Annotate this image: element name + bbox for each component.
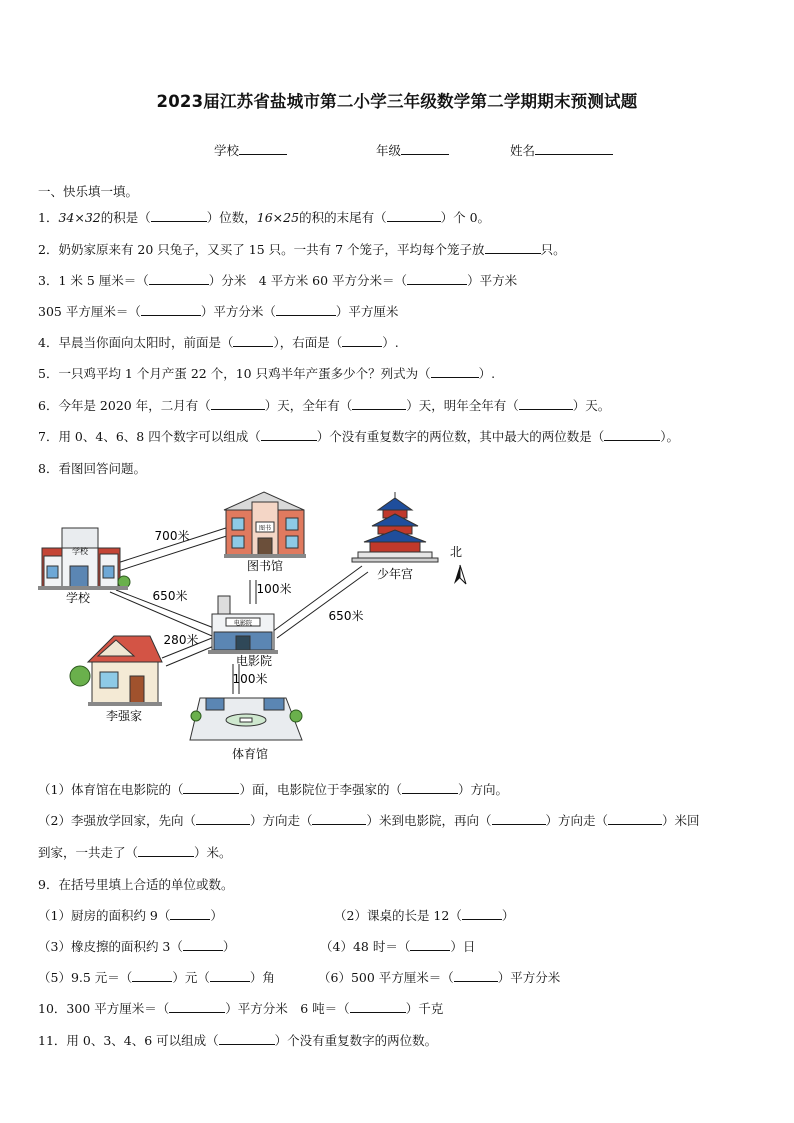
road-library-cinema — [250, 580, 256, 604]
question-8-2 — [38, 811, 700, 829]
q3b-text-2: ）平方分米（ — [200, 304, 276, 319]
q8-1-text-2: ）面，电影院位于李强家的（ — [239, 782, 402, 797]
question-8-2-cont — [38, 843, 232, 861]
q9-5-text-1: （5）9.5 元＝（ — [38, 970, 133, 985]
q10-text-1: 10．300 平方厘米＝（ — [38, 1001, 170, 1016]
map-figure — [36, 484, 476, 768]
q3b-text-1: 305 平方厘米＝（ — [38, 304, 141, 319]
grade-blank[interactable] — [401, 141, 449, 155]
q6-text-4: ）天。 — [572, 398, 611, 413]
q10-text-3: ）千克 — [405, 1001, 444, 1016]
question-8-1 — [38, 780, 508, 798]
q9-6-text-2: ）平方分米 — [497, 970, 561, 985]
distance-home-cinema: 280米 — [163, 633, 199, 647]
q6-blank-3[interactable] — [519, 396, 573, 410]
q6-text-3: ）天，明年全年有（ — [406, 398, 519, 413]
question-9-2 — [334, 906, 514, 924]
q10-text-2: ）平方分米 6 吨＝（ — [225, 1001, 350, 1016]
question-9-5 — [38, 968, 275, 986]
q9-6-blank[interactable] — [454, 968, 498, 982]
q3b-blank-2[interactable] — [276, 302, 336, 316]
q11-text-2: ）个没有重复数字的两位数。 — [274, 1033, 438, 1048]
youth-palace-building — [352, 492, 438, 562]
q8-1-blank-2[interactable] — [402, 780, 458, 794]
grade-field — [376, 141, 449, 159]
name-blank[interactable] — [535, 141, 613, 155]
q8-2-text-4: ）方向走（ — [545, 813, 609, 828]
q9-4-text-2: ）日 — [450, 939, 476, 954]
q11-blank[interactable] — [219, 1031, 275, 1045]
q8-2-text-3: ）米到电影院，再向（ — [366, 813, 492, 828]
question-4 — [38, 333, 399, 351]
q9-5-blank-2[interactable] — [210, 968, 250, 982]
school-sign: 学校 — [72, 547, 88, 556]
page-title: 2023届江苏省盐城市第二小学三年级数学第二学期期末预测试题 — [156, 92, 638, 111]
question-2 — [38, 240, 566, 258]
q7-text-2: ）个没有重复数字的两位数，其中最大的两位数是（ — [316, 429, 605, 444]
road-youth-cinema — [272, 566, 368, 638]
name-field — [510, 141, 613, 159]
q2-blank[interactable] — [485, 240, 541, 254]
q9-3-text-1: （3）橡皮擦的面积约 3（ — [38, 939, 183, 954]
q2-text-2: 只。 — [540, 242, 566, 257]
question-3-cont — [38, 302, 398, 320]
q8-2b-text-1: 到家，一共走了（ — [38, 845, 139, 860]
q1-blank-1[interactable] — [151, 208, 207, 222]
q8-2b-text-2: ）米。 — [194, 845, 232, 860]
q4-text-1: 4．早晨当你面向太阳时，前面是（ — [38, 335, 234, 350]
q9-3-blank[interactable] — [183, 937, 223, 951]
question-5 — [38, 364, 495, 382]
distance-cinema-gym: 100米 — [232, 672, 268, 686]
home-label: 李强家 — [105, 709, 143, 723]
section-heading: 一、快乐填一填。 — [38, 184, 139, 199]
question-8: 8．看图回答问题。 — [38, 461, 146, 476]
q8-2-blank-2[interactable] — [312, 811, 366, 825]
q1-blank-2[interactable] — [387, 208, 441, 222]
q9-4-text-1: （4）48 时＝（ — [320, 939, 411, 954]
question-9: 9．在括号里填上合适的单位或数。 — [38, 877, 234, 892]
q2-text-1: 2．奶奶家原来有 20 只兔子，又买了 15 只。一共有 7 个笼子，平均每个笼子放 — [38, 242, 485, 257]
distance-library-cinema: 100米 — [256, 582, 292, 596]
q8-2-blank-3[interactable] — [492, 811, 546, 825]
q1-expression-2: 16×25 — [256, 210, 300, 225]
gym-label: 体育馆 — [231, 747, 269, 761]
distance-school-cinema: 650米 — [152, 589, 188, 603]
q6-text-1: 6．今年是 2020 年，二月有（ — [38, 398, 211, 413]
school-label: 学校 — [214, 143, 240, 158]
cinema-sign: 电影院 — [233, 620, 253, 627]
grade-label: 年级 — [376, 143, 402, 158]
q9-2-text-2: ） — [501, 908, 515, 923]
q9-1-text-2: ） — [210, 908, 223, 923]
q1-number: 1． — [38, 210, 59, 225]
q5-text-2: ）. — [478, 366, 496, 381]
q1-expression-1: 34×32 — [58, 210, 101, 225]
q3-text-2: ）分米 4 平方米 60 平方分米＝（ — [208, 273, 408, 288]
north-arrow-icon — [454, 565, 466, 584]
q7-blank-2[interactable] — [604, 427, 660, 441]
q3-text-3: ）平方米 — [467, 273, 518, 288]
question-6 — [38, 396, 610, 414]
q3b-text-3: ）平方厘米 — [335, 304, 399, 319]
q7-blank-1[interactable] — [261, 427, 317, 441]
q8-2-text-1: （2）李强放学回家，先向（ — [38, 813, 196, 828]
q6-text-2: ）天，全年有（ — [264, 398, 353, 413]
school-label: 学校 — [65, 591, 91, 605]
q8-2-blank-4[interactable] — [608, 811, 662, 825]
q8-1-text-1: （1）体育馆在电影院的（ — [38, 782, 184, 797]
q9-1-blank[interactable] — [170, 906, 210, 920]
school-blank[interactable] — [239, 141, 287, 155]
question-7 — [38, 427, 679, 445]
youth-palace-label: 少年宫 — [376, 567, 414, 581]
question-9-3 — [38, 937, 235, 955]
q3-blank-1[interactable] — [149, 271, 209, 285]
q1-text-4: ）个 0。 — [440, 210, 491, 225]
library-building — [224, 492, 306, 558]
library-sign: 图书 — [258, 525, 272, 532]
q6-blank-1[interactable] — [211, 396, 265, 410]
q10-blank-2[interactable] — [350, 999, 406, 1013]
q3b-blank-1[interactable] — [141, 302, 201, 316]
question-1 — [38, 208, 490, 226]
q7-text-3: ）。 — [660, 429, 679, 444]
gym-building — [190, 698, 302, 740]
q5-blank[interactable] — [431, 364, 479, 378]
q8-2b-blank[interactable] — [138, 843, 194, 857]
q7-text-1: 7．用 0、4、6、8 四个数字可以组成（ — [38, 429, 261, 444]
q10-blank-1[interactable] — [169, 999, 225, 1013]
question-9-4 — [320, 937, 475, 955]
q11-text-1: 11．用 0、3、4、6 可以组成（ — [38, 1033, 219, 1048]
q9-2-blank[interactable] — [462, 906, 502, 920]
school-building — [38, 528, 130, 590]
q8-1-text-3: ）方向。 — [457, 782, 508, 797]
q6-blank-2[interactable] — [352, 396, 406, 410]
q9-5-text-3: ）角 — [249, 970, 275, 985]
q3-text-1: 3．1 米 5 厘米＝（ — [38, 273, 149, 288]
q4-blank-2[interactable] — [342, 333, 382, 347]
q8-2-text-2: ）方向走（ — [249, 813, 313, 828]
library-label: 图书馆 — [246, 559, 284, 573]
q8-2-blank-1[interactable] — [196, 811, 250, 825]
q4-blank-1[interactable] — [233, 333, 273, 347]
q3-blank-2[interactable] — [407, 271, 467, 285]
question-9-1 — [38, 906, 223, 924]
q1-text-1: 的积是（ — [100, 210, 151, 225]
home-building — [70, 636, 162, 706]
cinema-label: 电影院 — [235, 654, 273, 668]
question-10 — [38, 999, 443, 1017]
cinema-building — [208, 596, 278, 654]
q5-text-1: 5．一只鸡平均 1 个月产蛋 22 个，10 只鸡半年产蛋多少个？列式为（ — [38, 366, 431, 381]
q9-4-blank[interactable] — [410, 937, 450, 951]
q9-5-blank-1[interactable] — [132, 968, 172, 982]
north-label: 北 — [449, 545, 463, 559]
q1-text-3: 的积的末尾有（ — [299, 210, 387, 225]
name-label: 姓名 — [510, 143, 536, 158]
distance-youth-cinema: 650米 — [328, 609, 364, 623]
q4-text-2: ），右面是（ — [273, 335, 343, 350]
question-9-6 — [318, 968, 560, 986]
q8-2-text-5: ）米回 — [662, 813, 700, 828]
q8-1-blank-1[interactable] — [183, 780, 239, 794]
distance-school-library: 700米 — [154, 529, 190, 543]
q9-6-text-1: （6）500 平方厘米＝（ — [318, 970, 454, 985]
q4-text-3: ）. — [382, 335, 399, 350]
question-11 — [38, 1031, 437, 1049]
q9-1-text-1: （1）厨房的面积约 9（ — [38, 908, 171, 923]
q9-3-text-2: ） — [222, 939, 236, 954]
q1-text-2: ）位数， — [206, 210, 257, 225]
q9-5-text-2: ）元（ — [172, 970, 210, 985]
school-field — [214, 141, 287, 159]
question-3 — [38, 271, 517, 289]
q9-2-text-1: （2）课桌的长是 12（ — [334, 908, 462, 923]
